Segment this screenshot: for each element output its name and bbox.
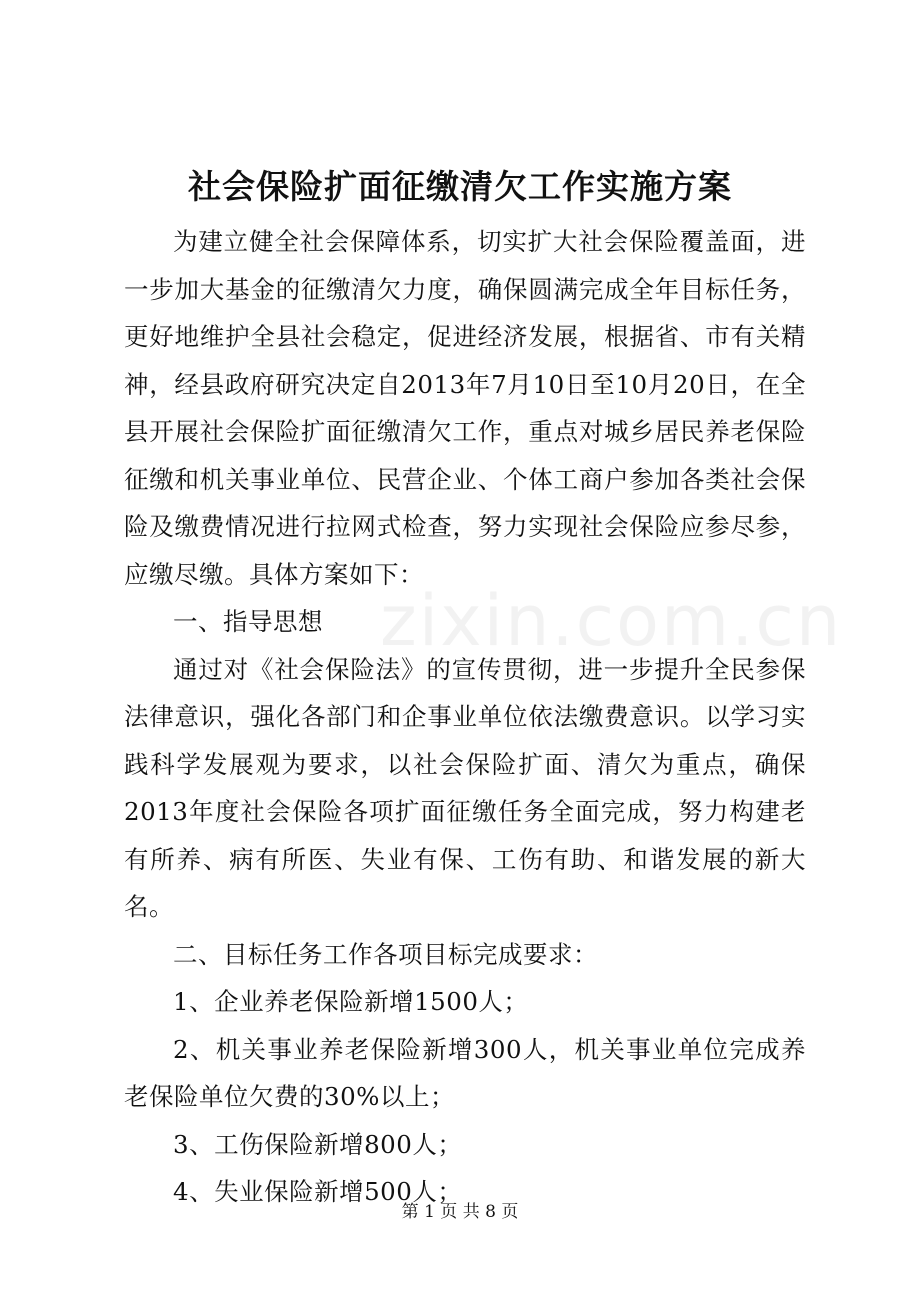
target-item-1: 1、企业养老保险新增1500人；: [173, 987, 529, 1016]
document-title: 社会保险扩面征缴清欠工作实施方案: [188, 167, 732, 206]
paragraph-intro: 为建立健全社会保障体系，切实扩大社会保险覆盖面，进一步加大基金的征缴清欠力度，确保圆满完成全年目标任务，更好地维护全县社会稳定，促进经济发展，根据省、市有关精神，经县政府研究决定自2013年7月10日至10月20日，在全县开展社会保险扩面征缴清欠工作，重点对城乡居民养老保险征缴和机关事业单位、民营企业、个体工商户参加各类社会保险及缴费情况进行拉网式检查，努力实现社会保险应参尽参，应缴尽缴。具体方案如下：: [124, 227, 806, 589]
paragraph-guiding-ideology: 通过对《社会保险法》的宣传贯彻，进一步提升全民参保法律意识，强化各部门和企事业单位依法缴费意识。以学习实践科学发展观为要求，以社会保险扩面、清欠为重点，确保2013年度社会保险各项扩面征缴任务全面完成，努力构建老有所养、病有所医、失业有保、工伤有助、和谐发展的新大名。: [124, 654, 806, 921]
watermark: zixin.com.cn: [380, 580, 843, 662]
target-item-2: 2、机关事业养老保险新增300人，机关事业单位完成养老保险单位欠费的30%以上；: [124, 1034, 806, 1111]
page-footer: 第 1 页 共 8 页: [401, 1202, 519, 1222]
target-item-4: 4、失业保险新增500人；: [173, 1177, 463, 1206]
heading-targets: 二、目标任务工作各项目标完成要求：: [173, 939, 598, 969]
document-body: [124, 218, 806, 1216]
target-item-3: 3、工伤保险新增800人；: [173, 1129, 463, 1159]
heading-guiding-ideology: 一、指导思想: [173, 607, 323, 636]
